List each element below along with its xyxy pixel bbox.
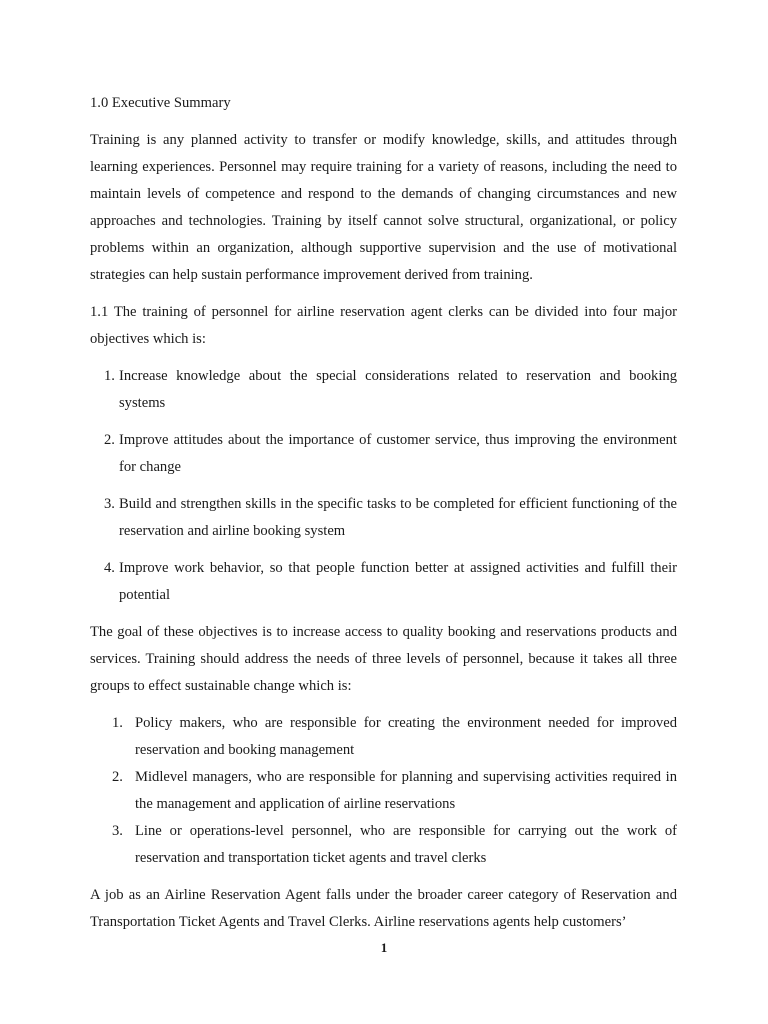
list-item <box>90 363 677 417</box>
paragraph-objectives-intro: 1.1 The training of personnel for airline reservation agent clerks can be divided into four major objectives which is: <box>90 304 677 347</box>
list-item-number: 2. <box>104 432 115 448</box>
document-body <box>90 90 677 946</box>
list-item-text: Improve attitudes about the importance of customer service, thus improving the environment for change <box>119 432 677 475</box>
list-item <box>90 764 677 818</box>
objectives-list <box>90 363 677 609</box>
personnel-levels-list <box>90 710 677 872</box>
list-item <box>90 818 677 872</box>
paragraph-job-description: A job as an Airline Reservation Agent falls under the broader career category of Reservation and Transportation Ticket Agents and Travel Clerks. Airline reservations agents help customers’ <box>90 887 677 930</box>
page-number: 1 <box>380 940 388 955</box>
paragraph-intro: Training is any planned activity to transfer or modify knowledge, skills, and attitudes through learning experiences. Personnel may require training for a variety of reasons, including the need to maintain levels of competence and respond to the demands of changing circumstances and new approaches and technologies. Training by itself cannot solve structural, organizational, or policy problems within an organization, although supportive supervision and the use of motivational strategies can help sustain performance improvement derived from training. <box>90 132 677 283</box>
section-heading: 1.0 Executive Summary <box>90 95 231 111</box>
list-item-number: 2. <box>112 769 123 785</box>
list-item <box>90 555 677 609</box>
list-item-text: Build and strengthen skills in the specific tasks to be completed for efficient functioning of the reservation and airline booking system <box>119 496 677 539</box>
list-item-text: Midlevel managers, who are responsible for planning and supervising activities required in the management and application of airline reservations <box>135 769 677 812</box>
list-item-text: Policy makers, who are responsible for creating the environment needed for improved reservation and booking management <box>135 715 677 758</box>
list-item-number: 3. <box>104 496 115 512</box>
list-item-number: 3. <box>112 823 123 839</box>
list-item-number: 1. <box>104 368 115 384</box>
list-item <box>90 427 677 481</box>
list-item <box>90 491 677 545</box>
paragraph-goal: The goal of these objectives is to increase access to quality booking and reservations products and services. Training should address the needs of three levels of personnel, because it takes all three groups to effect sustainable change which is: <box>90 624 677 694</box>
list-item-text: Line or operations-level personnel, who are responsible for carrying out the work of reservation and transportation ticket agents and travel clerks <box>135 823 677 866</box>
list-item-number: 4. <box>104 560 115 576</box>
list-item-number: 1. <box>112 715 123 731</box>
list-item-text: Improve work behavior, so that people function better at assigned activities and fulfill their potential <box>119 560 677 603</box>
list-item <box>90 710 677 764</box>
list-item-text: Increase knowledge about the special considerations related to reservation and booking systems <box>119 368 677 411</box>
